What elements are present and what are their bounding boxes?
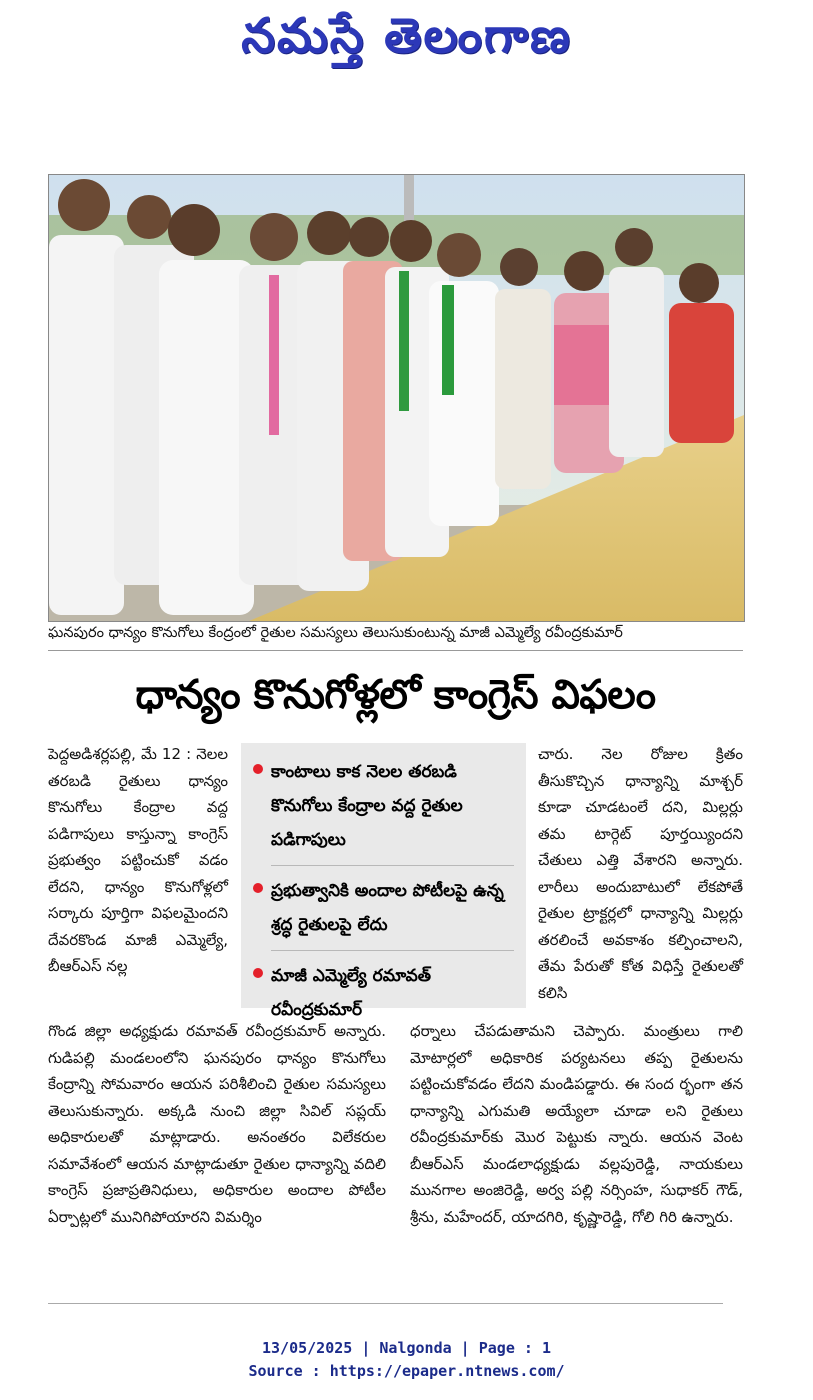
highlight-text: మాజీ ఎమ్మెల్యే రమావత్ రవీంద్రకుమార్ xyxy=(271,966,431,1020)
bullet-icon xyxy=(253,764,263,774)
article-column-left xyxy=(48,741,228,980)
highlight-divider xyxy=(271,950,514,951)
highlight-item xyxy=(253,874,514,942)
footer-date-edition: 13/05/2025 | Nalgonda | Page : 1 xyxy=(262,1339,551,1357)
news-photo xyxy=(48,174,745,622)
article-column-right xyxy=(538,741,743,1006)
bullet-icon xyxy=(253,883,263,893)
article-headline: ధాన్యం కొనుగోళ్లలో కాంగ్రెస్ విఫలం xyxy=(135,672,656,718)
article-end-divider xyxy=(48,1303,723,1304)
highlight-text: ప్రభుత్వానికి అందాల పోటీలపై ఉన్న శ్రద్ధ రైతులపై లేదు xyxy=(271,881,504,935)
highlight-divider xyxy=(271,865,514,866)
highlight-item xyxy=(253,959,514,1027)
caption-divider xyxy=(48,650,743,651)
photo-caption: ఘనపురం ధాన్యం కొనుగోలు కేంద్రంలో రైతుల సమస్యలు తెలుసుకుంటున్న మాజీ ఎమ్మెల్యే రవీంద్రకుమార్ xyxy=(48,625,623,641)
bullet-icon xyxy=(253,968,263,978)
article-text: పెద్దఅడిశర్లపల్లి, మే 12 : నెలల తరబడి రైతులు ధాన్యం కొనుగోలు కేంద్రాల వద్ద పడిగాపులు కాస్తున్నా కాంగ్రెస్ ప్రభుత్వం పట్టించుకో వడం లేదని, ధాన్యం కొనుగోళ్లలో సర్కారు పూర్తిగా విఫలమైందని దేవరకొండ మాజీ ఎమ్మెల్యే, బీఆర్ఎస్ నల్ల xyxy=(48,745,228,975)
highlights-box xyxy=(241,743,526,1020)
footer-source-link[interactable]: Source : https://epaper.ntnews.com/ xyxy=(248,1362,565,1380)
article-text: ధర్నాలు చేపడుతామని చెప్పారు. మంత్రులు గాలి మోటార్లలో అధికారిక పర్యటనలు తప్ప రైతులను పట్టించుకోవడం లేదని మండిపడ్డారు. ఈ సంద ర్భంగా తన ధాన్యాన్ని ఎగుమతి అయ్యేలా చూడా లని రైతులు రవీంద్రకుమార్‌కు మొర పెట్టుకు న్నారు. ఆయన వెంట బీఆర్ఎస్ మండలాధ్యక్షుడు వల్లపురెడ్డి, నాయకులు మునగాల అంజిరెడ్డి, అర్వ పల్లి నర్సింహ, సుధాకర్ గౌడ్, శ్రీను, మహేందర్, యాదగిరి, కృష్ణారెడ్డి, గోలి గిరి ఉన్నారు. xyxy=(410,1022,743,1226)
highlight-item xyxy=(253,755,514,857)
photo-illustration xyxy=(49,175,744,621)
article-column-bottom-right xyxy=(410,1018,743,1230)
article-column-bottom-left xyxy=(48,1018,386,1230)
article-text: చారు. నెల రోజుల క్రితం తీసుకొచ్చిన ధాన్యాన్ని మాశ్చర్ కూడా చూడటంలే దని, మిల్లర్లు తమ టార్గెట్ పూర్తయ్యిందని చేతులు ఎత్తి వేశారని అన్నారు. లారీలు అందుబాటులో లేకపోతే రైతుల ట్రాక్టర్లలో ధాన్యాన్ని మిల్లర్లు తరలించే అవకాశం కల్పించాలని, తేమ పేరుతో కోత విధిస్తే రైతులతో కలిసి xyxy=(538,745,743,1002)
newspaper-masthead: నమస్తే తెలంగాణ xyxy=(241,8,572,64)
article-text: గొండ జిల్లా అధ్యక్షుడు రమావత్ రవీంద్రకుమార్ అన్నారు. గుడిపల్లి మండలంలోని ఘనపురం ధాన్యం కొనుగోలు కేంద్రాన్ని సోమవారం ఆయన పరిశీలించి రైతుల సమస్యలు తెలుసుకున్నారు. అక్కడి నుంచి జిల్లా సివిల్ సప్లయ్ అధికారులతో మాట్లాడారు. అనంతరం విలేకరుల సమావేశంలో ఆయన మాట్లాడుతూ రైతుల ధాన్యాన్ని వదిలి కాంగ్రెస్ ప్రజాప్రతినిధులు, అధికారుల అందాల పోటీల ఏర్పాట్లలో మునిగిపోయారని విమర్శిం xyxy=(48,1022,386,1226)
highlight-text: కాంటాలు కాక నెలల తరబడి కొనుగోలు కేంద్రాల వద్ద రైతుల పడిగాపులు xyxy=(271,762,463,850)
